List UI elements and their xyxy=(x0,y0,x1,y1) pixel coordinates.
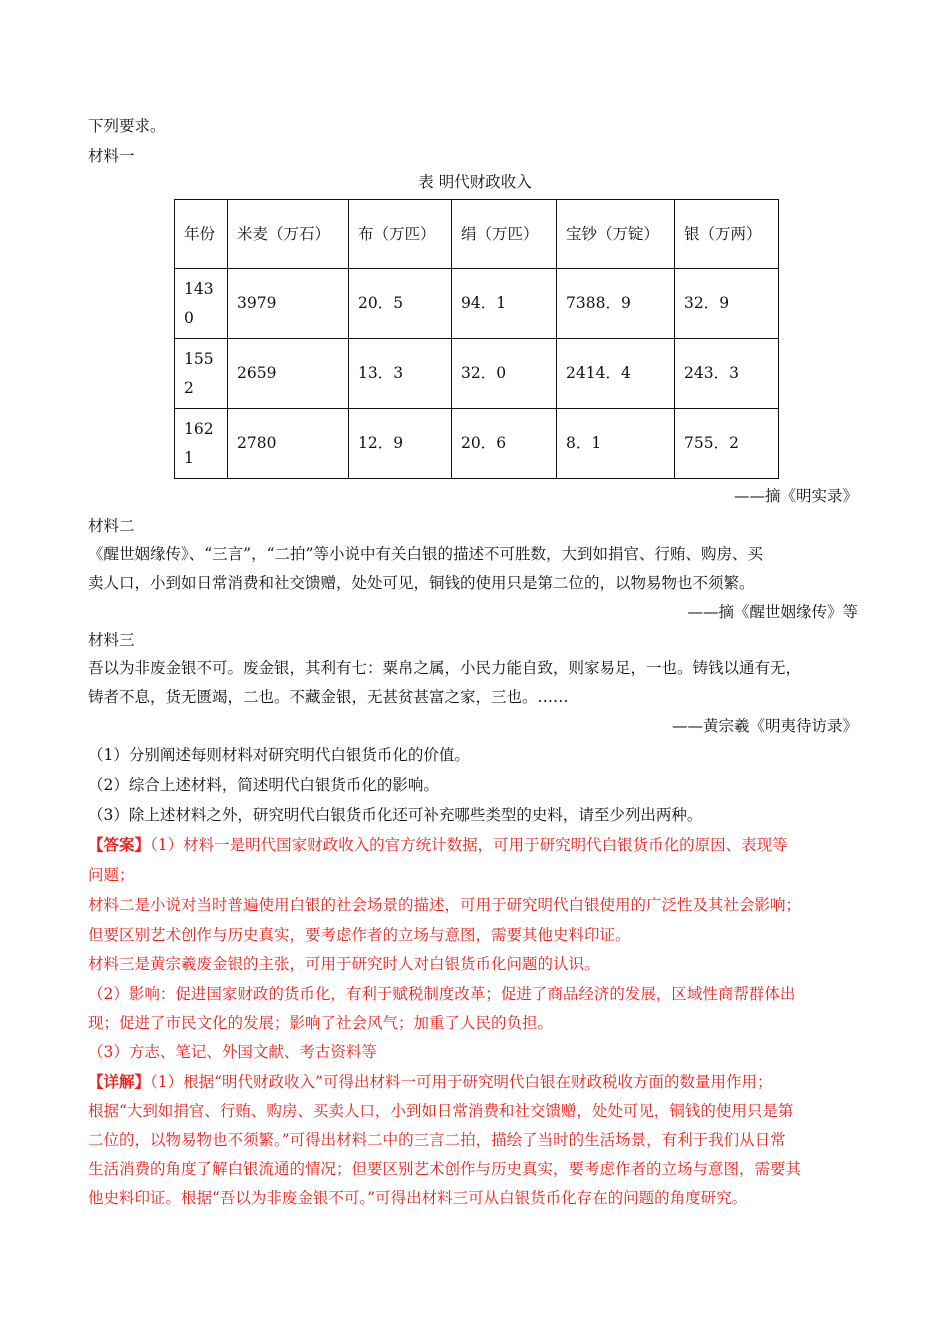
question-1: （1）分别阐述每则材料对研究明代白银货币化的价值。 xyxy=(88,746,470,764)
answer-text: 问题； xyxy=(88,866,135,884)
table-row xyxy=(175,339,779,409)
material-1-source: ——摘《明实录》 xyxy=(733,487,858,505)
cell-grain: 2659 xyxy=(228,339,349,409)
material-2-text: 《醒世姻缘传》、“三言”，“二拍”等小说中有关白银的描述不可胜数，大到如捐官、行贿、购房、买 xyxy=(88,545,763,563)
cell-silk: 20．6 xyxy=(452,409,557,479)
answer-line xyxy=(88,835,788,855)
cell-cloth: 20．5 xyxy=(349,269,452,339)
material-3-source: ——黄宗羲《明夷待访录》 xyxy=(671,717,858,735)
finance-table xyxy=(174,199,779,479)
cell-year: 1552 xyxy=(175,339,228,409)
detail-tag: 【详解】 xyxy=(88,1072,151,1091)
cell-silver: 32．9 xyxy=(675,269,779,339)
cell-paper-money: 2414．4 xyxy=(557,339,675,409)
header-silver: 银（万两） xyxy=(675,200,779,269)
intro-text: 下列要求。 xyxy=(88,117,166,135)
cell-grain: 2780 xyxy=(228,409,349,479)
detail-text: 根据“大到如捐官、行贿、购房、买卖人口，小到如日常消费和社交馈赠，处处可见，铜钱的使用只是第 xyxy=(88,1102,794,1120)
material-2-source: ——摘《醒世姻缘传》等 xyxy=(687,603,858,621)
table-row xyxy=(175,269,779,339)
cell-cloth: 13．3 xyxy=(349,339,452,409)
detail-line xyxy=(88,1072,772,1092)
cell-grain: 3979 xyxy=(228,269,349,339)
cell-paper-money: 8．1 xyxy=(557,409,675,479)
material-3-text: 吾以为非废金银不可。废金银，其利有七：粟帛之属，小民力能自致，则家易足，一也。铸钱以通有无， xyxy=(88,659,802,677)
table-caption: 表 明代财政收入 xyxy=(418,173,532,191)
question-3: （3）除上述材料之外，研究明代白银货币化还可补充哪些类型的史料，请至少列出两种。 xyxy=(88,806,703,824)
detail-text: （1）根据“明代财政收入”可得出材料一可用于研究明代白银在财政税收方面的数量用作用； xyxy=(150,1073,773,1091)
material-3-text: 铸者不息，货无匮竭，二也。不藏金银，无甚贫甚富之家，三也。…… xyxy=(88,688,569,706)
answer-tag: 【答案】 xyxy=(88,835,151,854)
cell-cloth: 12．9 xyxy=(349,409,452,479)
answer-text: 材料二是小说对当时普遍使用白银的社会场景的描述，可用于研究明代白银使用的广泛性及其社会影响； xyxy=(88,896,802,914)
answer-text: 现；促进了市民文化的发展；影响了社会风气；加重了人民的负担。 xyxy=(88,1014,554,1032)
answer-text: （2）影响：促进国家财政的货币化，有利于赋税制度改革；促进了商品经济的发展，区域性商帮群体出 xyxy=(88,985,796,1003)
detail-text: 他史料印证。根据“吾以为非废金银不可。”可得出材料三可从白银货币化存在的问题的角度研究。 xyxy=(88,1189,748,1207)
answer-text: 材料三是黄宗羲废金银的主张，可用于研究时人对白银货币化问题的认识。 xyxy=(88,955,600,973)
header-year: 年份 xyxy=(175,200,228,269)
header-silk: 绢（万匹） xyxy=(452,200,557,269)
table-row xyxy=(175,409,779,479)
header-paper-money: 宝钞（万锭） xyxy=(557,200,675,269)
material-2-text: 卖人口，小到如日常消费和社交馈赠，处处可见，铜钱的使用只是第二位的，以物易物也不须繁。 xyxy=(88,574,755,592)
material-3-label: 材料三 xyxy=(88,631,135,649)
cell-silk: 94．1 xyxy=(452,269,557,339)
header-cloth: 布（万匹） xyxy=(349,200,452,269)
detail-text: 生活消费的角度了解白银流通的情况；但要区别艺术创作与历史真实，要考虑作者的立场与意图，需要其 xyxy=(88,1160,802,1178)
detail-text: 二位的，以物易物也不须繁。”可得出材料二中的三言二拍，描绘了当时的生活场景，有利于我们从日常 xyxy=(88,1131,786,1149)
cell-year: 1621 xyxy=(175,409,228,479)
question-2: （2）综合上述材料，简述明代白银货币化的影响。 xyxy=(88,776,439,794)
table-header-row xyxy=(175,200,779,269)
cell-silver: 243．3 xyxy=(675,339,779,409)
answer-text: （3）方志、笔记、外国文献、考古资料等 xyxy=(88,1043,377,1061)
answer-text: （1）材料一是明代国家财政收入的官方统计数据，可用于研究明代白银货币化的原因、表现等 xyxy=(150,836,788,854)
material-2-label: 材料二 xyxy=(88,517,135,535)
cell-year: 1430 xyxy=(175,269,228,339)
header-grain: 米麦（万石） xyxy=(228,200,349,269)
material-1-label: 材料一 xyxy=(88,147,135,165)
cell-silver: 755．2 xyxy=(675,409,779,479)
answer-text: 但要区别艺术创作与历史真实，要考虑作者的立场与意图，需要其他史料印证。 xyxy=(88,926,631,944)
cell-silk: 32．0 xyxy=(452,339,557,409)
cell-paper-money: 7388．9 xyxy=(557,269,675,339)
